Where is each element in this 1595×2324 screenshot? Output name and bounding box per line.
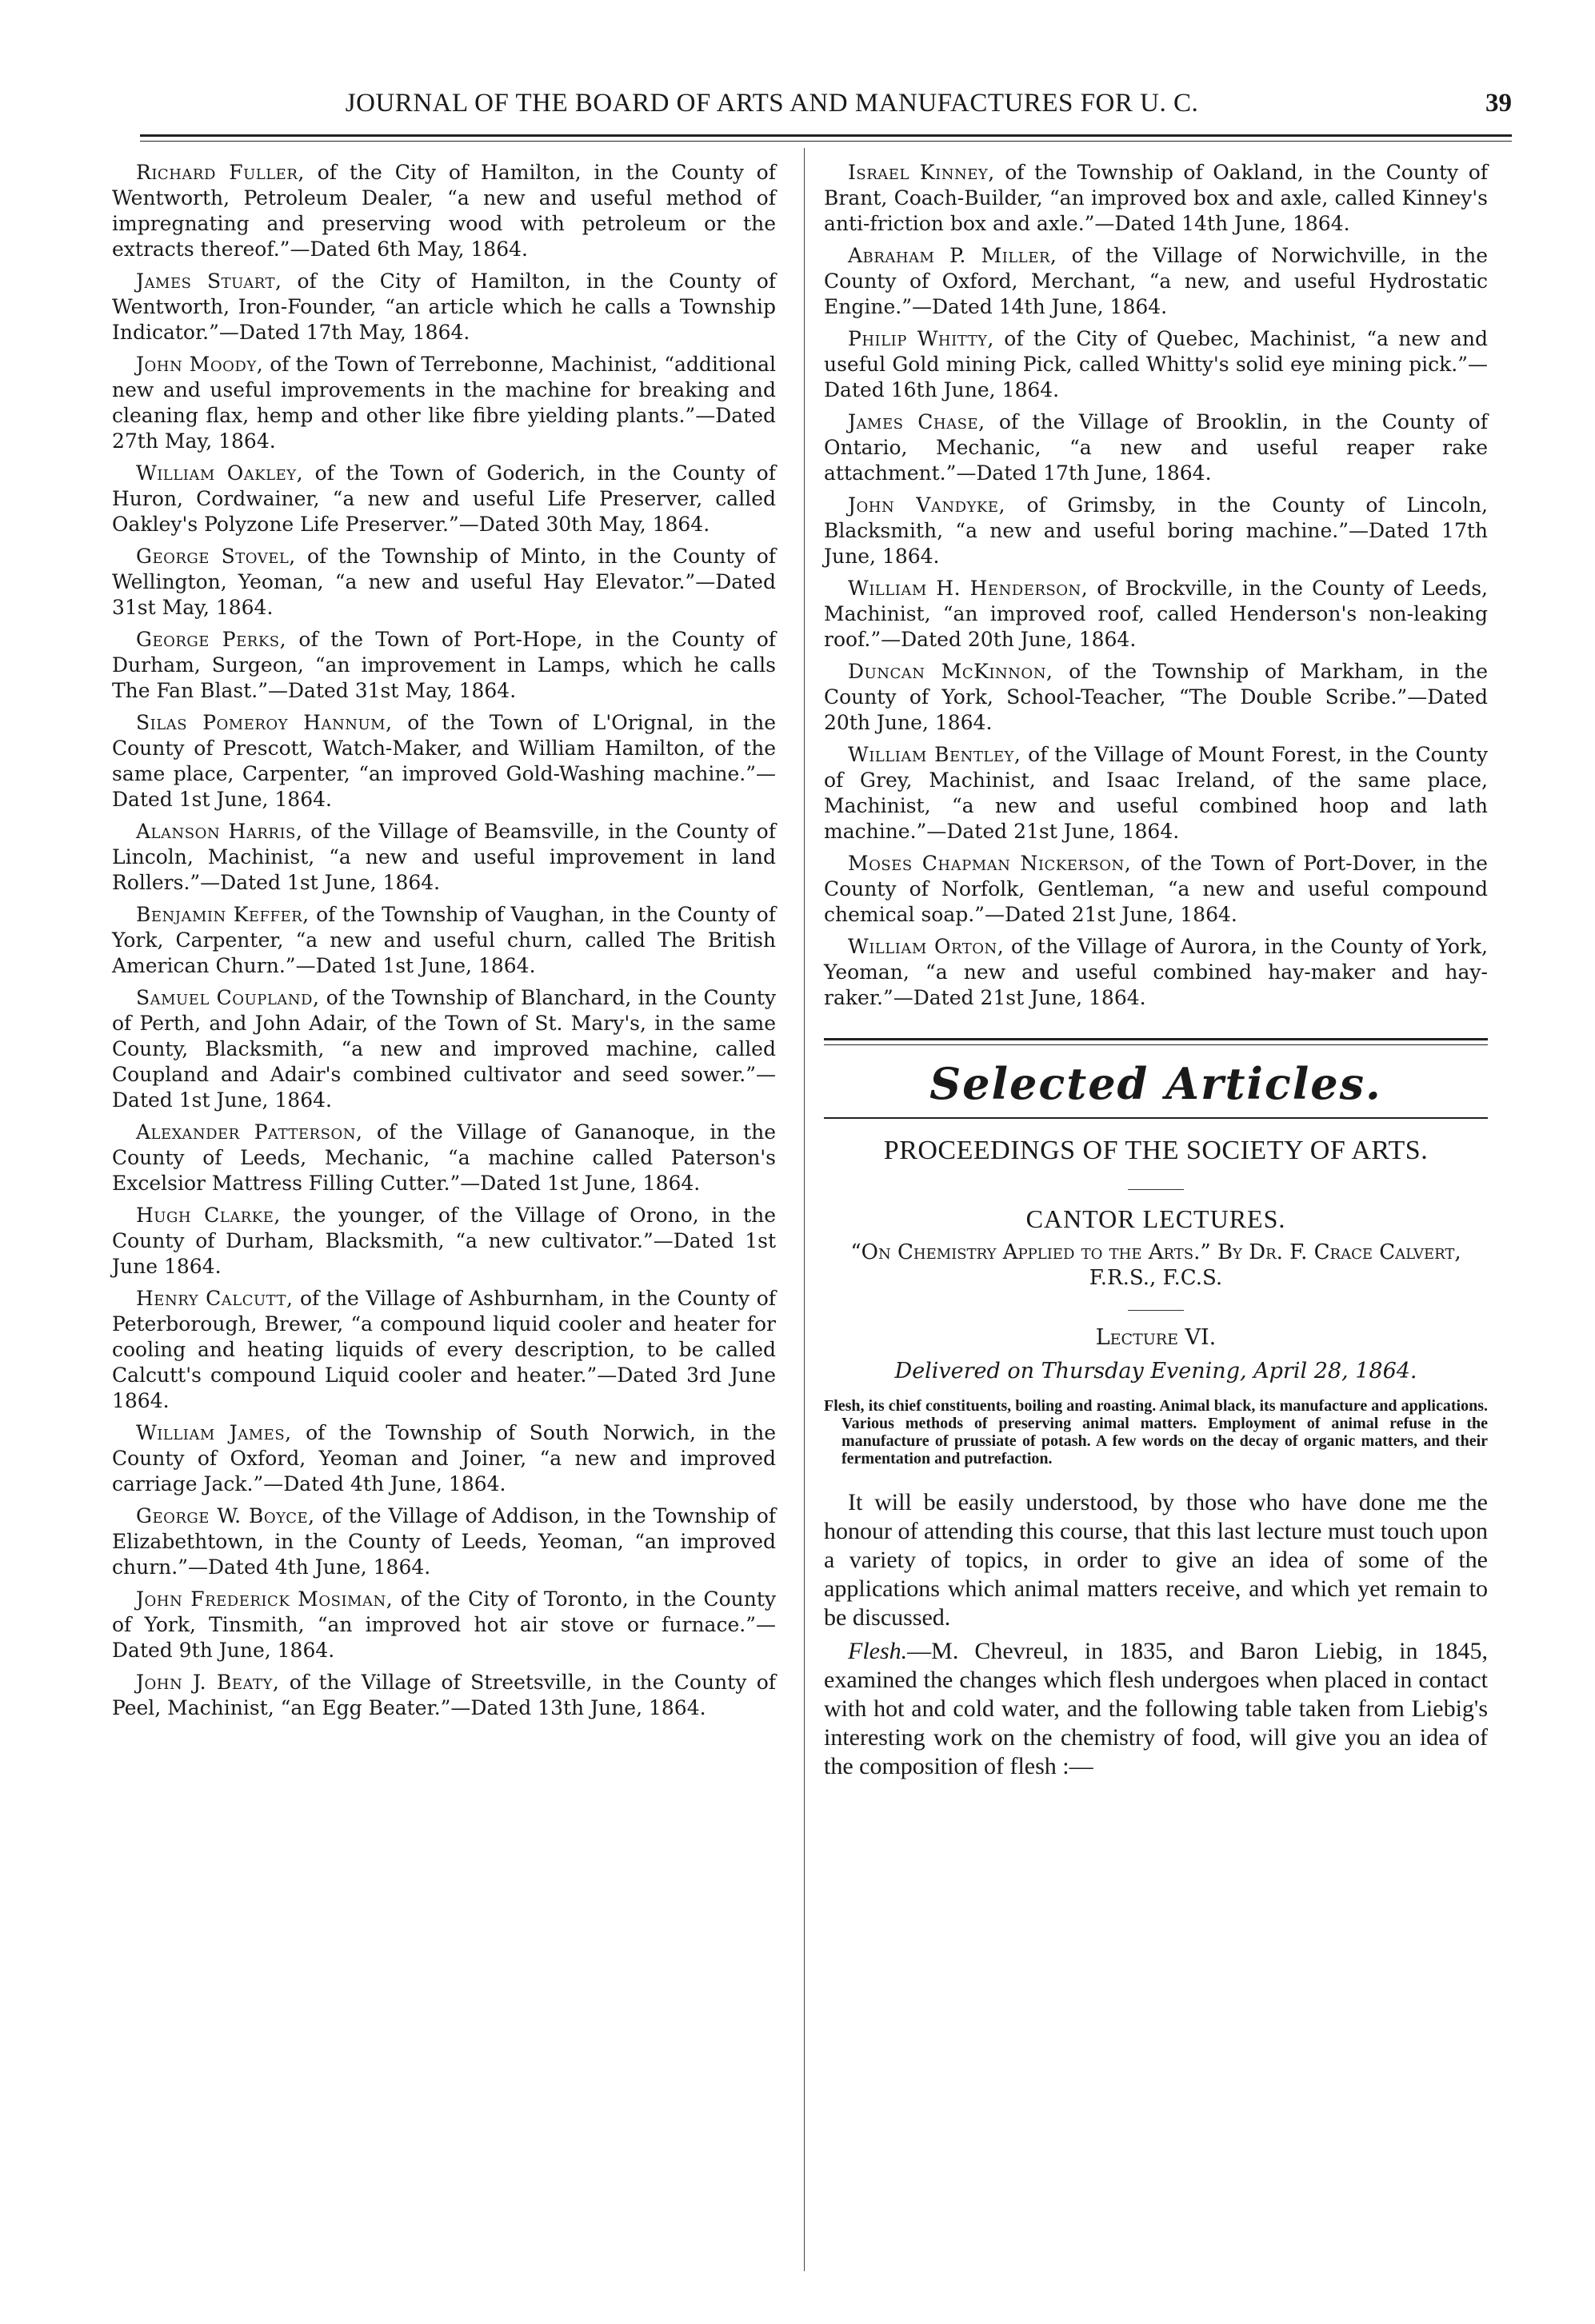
patent-entry <box>112 710 776 813</box>
patentee-name: Duncan McKinnon, <box>848 660 1053 683</box>
patent-entry <box>112 819 776 896</box>
patentee-name: Silas Pomeroy Hannum, <box>136 711 393 734</box>
patentee-name: Richard Fuller, <box>136 161 305 184</box>
run-in-heading: Flesh. <box>848 1638 908 1664</box>
patent-text: the younger, of the Village of Orono, in the County of Durham, Blacksmith, “a new cultivator.”—Dated 1st June 1864. <box>112 1204 777 1278</box>
section-heading: Selected Articles. <box>929 1058 1382 1109</box>
patentee-name: James Stuart, <box>136 270 282 293</box>
patent-entry <box>824 493 1488 569</box>
patentee-name: James Chase, <box>848 410 985 433</box>
patentee-name: John J. Beaty, <box>136 1671 280 1694</box>
patent-entry <box>112 1286 776 1414</box>
patent-text: of the Village of Beamsville, in the County of Lincoln, Machinist, “a new and useful improvement in land Rollers.”—Dated 1st June, 1864. <box>112 820 776 894</box>
patentee-name: George Stovel, <box>136 545 296 568</box>
patent-entry <box>824 659 1488 736</box>
patentee-name: John Moody, <box>136 353 264 376</box>
patentee-name: William H. Henderson, <box>848 577 1089 600</box>
patent-text: of the Town of Port-Hope, in the County of Durham, Surgeon, “an improvement in Lamps, which he calls The Fan Blast.”—Dated 31st May, 1864. <box>112 628 776 702</box>
patentee-name: George W. Boyce, <box>136 1504 315 1527</box>
running-title: JOURNAL OF THE BOARD OF ARTS AND MANUFACTURES FOR U. C. <box>345 89 1199 118</box>
patentee-name: Benjamin Keffer, <box>136 903 310 926</box>
patentee-name: Hugh Clarke, <box>136 1204 281 1227</box>
patent-entry <box>824 742 1488 845</box>
patentee-name: George Perks, <box>136 628 287 651</box>
patent-text: of the Township of Oakland, in the County of Brant, Coach-Builder, “an improved box and axle, called Kinney's anti-friction box and axle.”—Dated 14th June, 1864. <box>824 161 1488 235</box>
patent-text: of the City of Toronto, in the County of York, Tinsmith, “an improved hot air stove or furnace.”—Dated 9th June, 1864. <box>112 1587 776 1662</box>
column-divider <box>804 148 805 2271</box>
patent-entry <box>112 1587 776 1663</box>
lecture-number: Lecture VI. <box>1095 1325 1217 1350</box>
patentee-name: William Bentley, <box>848 743 1021 766</box>
patent-entry <box>112 269 776 345</box>
patent-entry <box>824 160 1488 237</box>
patent-entry <box>824 326 1488 403</box>
patent-text: of the Village of Gananoque, in the County of Leeds, Mechanic, “a machine called Paterson's Excelsior Mattress Filling Cutter.”—Dated 1st June, 1864. <box>112 1120 776 1195</box>
patent-entry <box>112 1503 776 1580</box>
body-paragraph: It will be easily understood, by those who have done me the honour of attending this course, that this last lecture must touch upon a variety of topics, in order to give an idea of some of the applications which animal matters receive, and which yet remain to be discussed. <box>824 1489 1488 1631</box>
short-rule <box>1128 1189 1184 1190</box>
header-rule <box>140 134 1512 142</box>
patent-text: of Brockville, in the County of Leeds, Machinist, “an improved roof, called Henderson's non-leaking roof.”—Dated 20th June, 1864. <box>824 577 1488 651</box>
patent-text: of Grimsby, in the County of Lincoln, Blacksmith, “a new and useful boring machine.”—Dated 17th June, 1864. <box>824 493 1489 568</box>
patent-entry <box>112 352 776 454</box>
patent-text: of the Village of Aurora, in the County of York, Yeoman, “a new and useful combined hay-maker and hay-raker.”—Dated 21st June, 1864. <box>824 935 1489 1009</box>
patentee-name: Alexander Patterson, <box>136 1120 363 1144</box>
patentee-name: Alanson Harris, <box>136 820 303 843</box>
section-rule <box>824 1038 1488 1045</box>
right-column <box>824 160 1488 1786</box>
patent-entry <box>112 902 776 979</box>
patentee-name: John Vandyke, <box>848 493 1005 517</box>
patent-entry <box>112 544 776 621</box>
patentee-name: John Frederick Mosiman, <box>136 1587 394 1611</box>
lecture-subtitle <box>824 1240 1488 1291</box>
patent-entry <box>824 934 1488 1011</box>
patent-entry <box>112 985 776 1113</box>
patent-entry <box>112 1670 776 1721</box>
patentee-name: Philip Whitty, <box>848 327 994 350</box>
patent-text: of the Township of South Norwich, in the County of Oxford, Yeoman and Joiner, “a new and improved carriage Jack.”—Dated 4th June, 1864. <box>112 1421 776 1495</box>
proceedings-title: PROCEEDINGS OF THE SOCIETY OF ARTS. <box>883 1136 1429 1165</box>
body-paragraph <box>824 1637 1488 1781</box>
patent-text: of the Village of Brooklin, in the County of Ontario, Mechanic, “a new and useful reaper rake attachment.”—Dated 17th June, 1864. <box>824 410 1488 485</box>
cantor-title: CANTOR LECTURES. <box>1025 1204 1286 1233</box>
patent-entry <box>112 627 776 704</box>
patent-text: of the Township of Markham, in the County of York, School-Teacher, “The Double Scribe.”—Dated 20th June, 1864. <box>824 660 1488 734</box>
patent-text: of the Village of Mount Forest, in the County of Grey, Machinist, and Isaac Ireland, of the same place, Machinist, “a new and useful combined hoop and lath machine.”—Dated 21st June, 1864. <box>824 743 1489 843</box>
patent-text: of the City of Hamilton, in the County of Wentworth, Iron-Founder, “an article which he calls a Township Indicator.”—Dated 17th May, 1864. <box>112 270 777 344</box>
paragraph-text: —M. Chevreul, in 1835, and Baron Liebig, in 1845, examined the changes which flesh undergoes when placed in contact with hot and cold water, and the following table taken from Liebig's interesting work on the chemistry of food, will give you an idea of the composition of flesh :— <box>824 1638 1488 1779</box>
patent-text: of the Township of Minto, in the County of Wellington, Yeoman, “a new and useful Hay Elevator.”—Dated 31st May, 1864. <box>112 545 777 619</box>
patentee-name: Samuel Coupland, <box>136 986 320 1009</box>
patent-entry <box>112 1120 776 1196</box>
patent-text: of the Village of Norwichville, in the County of Oxford, Merchant, “a new, and useful Hydrostatic Engine.”—Dated 14th June, 1864. <box>824 244 1489 318</box>
patentee-name: William Oakley, <box>136 461 304 485</box>
short-rule <box>1128 1310 1184 1311</box>
patent-entry <box>824 851 1488 928</box>
patent-entry <box>112 461 776 537</box>
lecture-synopsis: Flesh, its chief constituents, boiling and roasting. Animal black, its manufacture and applications. Various methods of preserving animal matters. Employment of animal refuse in the manufacture of prussiate of potash. A few words on the decay of organic matters, and their fermentation and putrefaction. <box>824 1397 1488 1467</box>
patent-text: of the Village of Streetsville, in the County of Peel, Machinist, “an Egg Beater.”—Dated 13th June, 1864. <box>112 1671 777 1719</box>
patent-text: of the Town of Terrebonne, Machinist, “additional new and useful improvements in the machine for breaking and cleaning flax, hemp and other like fibre yielding plants.”—Dated 27th May, 1864. <box>112 353 776 453</box>
patent-text: of the Township of Blanchard, in the County of Perth, and John Adair, of the Town of St. Mary's, in the same County, Blacksmith, “a new and improved machine, called Coupland and Adair's combined cultivator and seed sower.”—Dated 1st June, 1864. <box>112 986 776 1112</box>
patentee-name: William James, <box>136 1421 292 1444</box>
patent-entry <box>112 1420 776 1497</box>
patent-entry <box>824 243 1488 320</box>
patent-text: of the Town of Goderich, in the County of Huron, Cordwainer, “a new and useful Life Preserver, called Oakley's Polyzone Life Preserver.”—Dated 30th May, 1864. <box>112 461 776 536</box>
patentee-name: Henry Calcutt, <box>136 1287 294 1310</box>
patent-text: of the Town of L'Orignal, in the County of Prescott, Watch-Maker, and William Hamilton, of the same place, Carpenter, “an improved Gold-Washing machine.”—Dated 1st June, 1864. <box>112 711 777 811</box>
patent-text: of the Village of Ashburnham, in the County of Peterborough, Brewer, “a compound liquid cooler and heater for cooling and heating liquids of every description, to be called Calcutt's compound Liquid cooler and heater.”—Dated 3rd June 1864. <box>112 1287 776 1412</box>
page-header <box>140 76 1512 132</box>
patentee-name: Moses Chapman Nickerson, <box>848 852 1132 875</box>
lecture-author: By Dr. F. Crace Calvert, F.R.S., F.C.S. <box>1089 1240 1461 1290</box>
patent-entry <box>112 160 776 262</box>
patent-text: of the Town of Port-Dover, in the County of Norfolk, Gentleman, “a new and useful compound chemical soap.”—Dated 21st June, 1864. <box>824 852 1488 926</box>
patentee-name: Israel Kinney, <box>848 161 995 184</box>
section-rule-thin <box>824 1117 1488 1119</box>
patentee-name: William Orton, <box>848 935 1005 958</box>
patentee-name: Abraham P. Miller, <box>848 244 1057 267</box>
patent-entry <box>824 409 1488 486</box>
patent-text: of the City of Quebec, Machinist, “a new and useful Gold mining Pick, called Whitty's solid eye mining pick.”—Dated 16th June, 1864. <box>824 327 1488 401</box>
page-number: 39 <box>1485 89 1512 118</box>
lecture-subject: “On Chemistry Applied to the Arts.” <box>850 1240 1211 1264</box>
patent-entry <box>824 576 1488 653</box>
left-column <box>112 160 776 1727</box>
patent-text: of the City of Hamilton, in the County of Wentworth, Petroleum Dealer, “a new and useful method of impregnating and preserving wood with petroleum or the extracts thereof.”—Dated 6th May, 1864. <box>112 161 776 261</box>
patent-text: of the Village of Addison, in the Township of Elizabethtown, in the County of Leeds, Yeoman, “an improved churn.”—Dated 4th June, 1864. <box>112 1504 776 1579</box>
patent-entry <box>112 1203 776 1280</box>
patent-text: of the Township of Vaughan, in the County of York, Carpenter, “a new and useful churn, called The British American Churn.”—Dated 1st June, 1864. <box>112 903 776 977</box>
delivered-date: Delivered on Thursday Evening, April 28, 1864. <box>894 1359 1417 1384</box>
